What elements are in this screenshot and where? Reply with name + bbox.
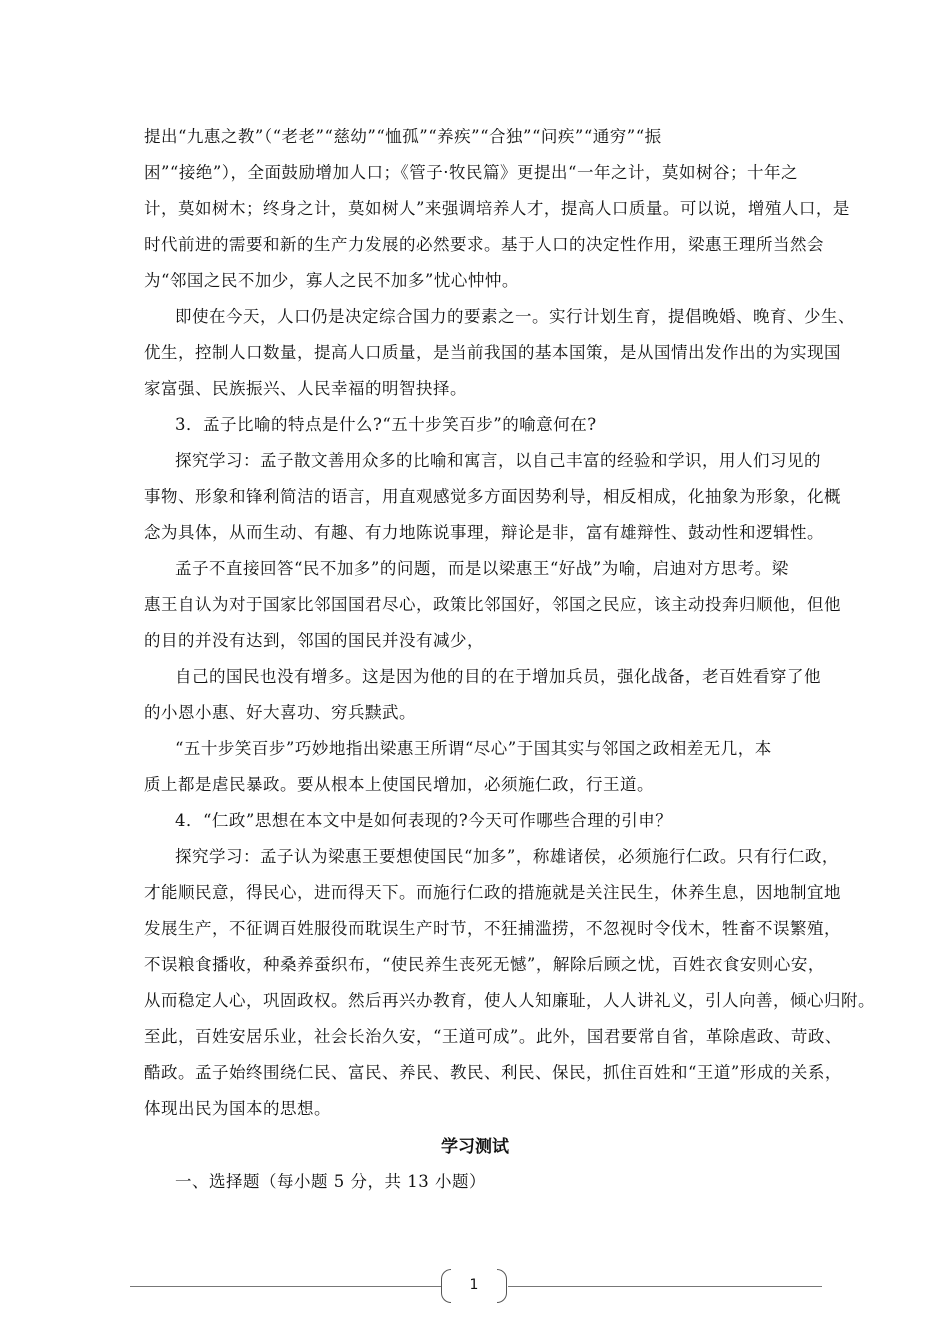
text-line: 才能顺民意，得民心，进而得天下。而施行仁政的措施就是关注民生，休养生息，因地制宜地 [144, 883, 841, 902]
text-line: 从而稳定人心，巩固政权。然后再兴办教育，使人人知廉耻，人人讲礼义，引人向善，倾心归附。 [144, 991, 875, 1010]
text-line: 提出“九惠之教”（“老老”“慈幼”“恤孤”“养疾”“合独”“问疾”“通穷”“振 [144, 127, 662, 146]
section-intro: 一、选择题（每小题 5 分，共 13 小题） [175, 1172, 486, 1191]
page-number: 1 [469, 1277, 479, 1293]
text-line: 惠王自认为对于国家比邻国国君尽心，政策比邻国好，邻国之民应，该主动投奔归顺他，但他 [144, 595, 841, 614]
text-line: 为“邻国之民不加少，寡人之民不加多”忧心忡忡。 [144, 271, 519, 290]
text-line: 发展生产，不征调百姓服役而耽误生产时节，不狂捕滥捞，不忽视时令伐木，牲畜不误繁殖， [144, 919, 841, 938]
text-line: 探究学习：孟子认为梁惠王要想使国民“加多”，称雄诸侯，必须施行仁政。只有行仁政， [175, 847, 839, 866]
text-line: 酷政。孟子始终围绕仁民、富民、养民、教民、利民、保民，抓住百姓和“王道”形成的关系， [144, 1063, 842, 1082]
text-line: 即使在今天，人口仍是决定综合国力的要素之一。实行计划生育，提倡晚婚、晚育、少生、 [175, 307, 855, 326]
footer-divider-left [130, 1286, 442, 1287]
text-line: 不误粮食播收，种桑养蚕织布，“使民养生丧死无憾”，解除后顾之忧，百姓衣食安则心安， [144, 955, 825, 974]
text-line: 探究学习：孟子散文善用众多的比喻和寓言，以自己丰富的经验和学识，用人们习见的 [175, 451, 821, 470]
text-line: 至此，百姓安居乐业，社会长治久安，“王道可成”。此外，国君要常自省，革除虐政、苛政、 [144, 1027, 842, 1046]
text-line: 的小恩小惠、好大喜功、穷兵黩武。 [144, 703, 416, 722]
text-line: “五十步笑百步”巧妙地指出梁惠王所谓“尽心”于国其实与邻国之政相差无几，本 [175, 739, 772, 758]
text-line: 自己的国民也没有增多。这是因为他的目的在于增加兵员，强化战备，老百姓看穿了他 [175, 667, 821, 686]
text-line: 优生，控制人口数量，提高人口质量，是当前我国的基本国策，是从国情出发作出的为实现国 [144, 343, 841, 362]
footer-divider-right [508, 1286, 822, 1287]
text-line: 体现出民为国本的思想。 [144, 1099, 331, 1118]
section-title: 学习测试 [441, 1137, 509, 1157]
text-line: 困”“接绝”），全面鼓励增加人口；《管子·牧民篇》更提出“一年之计，莫如树谷；十年之 [144, 163, 798, 182]
question-heading: 4．“仁政”思想在本文中是如何表现的?今天可作哪些合理的引申？ [175, 811, 673, 830]
text-line: 孟子不直接回答“民不加多”的问题，而是以梁惠王“好战”为喻，启迪对方思考。梁 [175, 559, 789, 578]
page-number-bracket-left [441, 1269, 451, 1303]
question-heading: 3．孟子比喻的特点是什么?“五十步笑百步”的喻意何在? [175, 415, 597, 434]
text-line: 念为具体，从而生动、有趣、有力地陈说事理，辩论是非，富有雄辩性、鼓动性和逻辑性。 [144, 523, 824, 542]
text-line: 时代前进的需要和新的生产力发展的必然要求。基于人口的决定性作用，梁惠王理所当然会 [144, 235, 824, 254]
text-line: 事物、形象和锋利简洁的语言，用直观感觉多方面因势利导，相反相成，化抽象为形象，化概 [144, 487, 841, 506]
text-line: 计，莫如树木；终身之计，莫如树人”来强调培养人才，提高人口质量。可以说，增殖人口，是 [144, 199, 850, 218]
text-line: 质上都是虐民暴政。要从根本上使国民增加，必须施仁政，行王道。 [144, 775, 654, 794]
text-line: 家富强、民族振兴、人民幸福的明智抉择。 [144, 379, 467, 398]
page-number-bracket-right [497, 1269, 507, 1303]
text-line: 的目的并没有达到，邻国的国民并没有减少， [144, 631, 484, 650]
